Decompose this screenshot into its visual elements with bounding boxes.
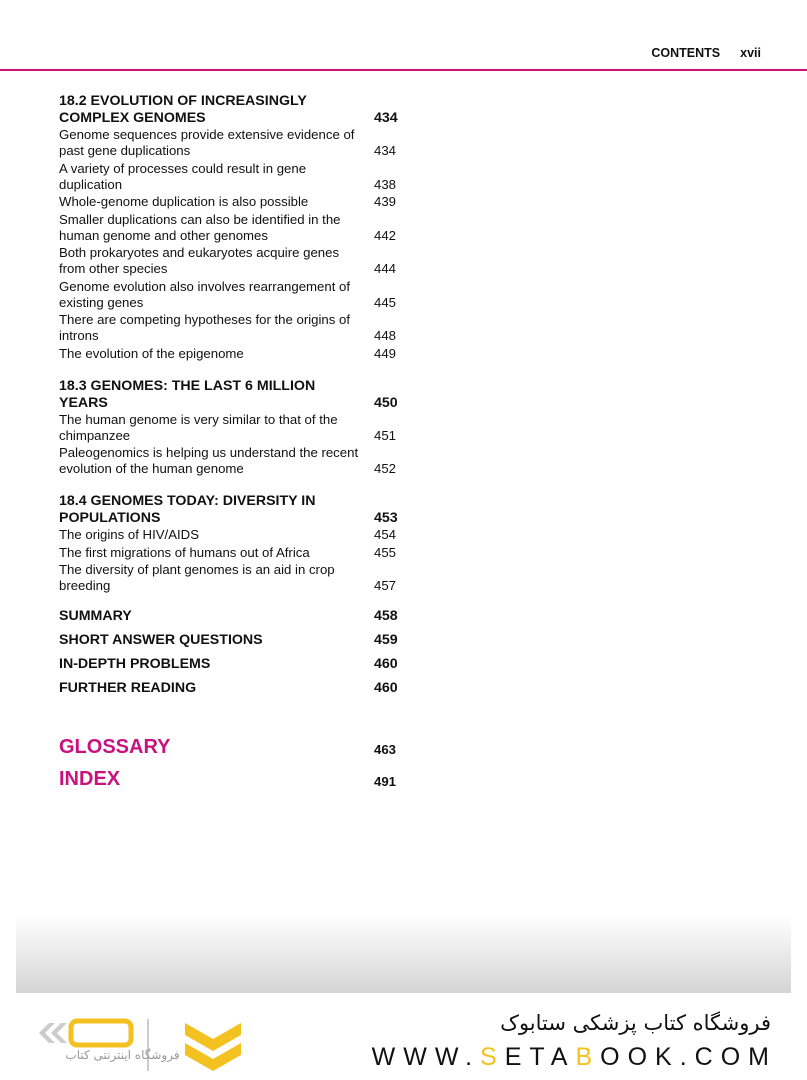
toc-entry[interactable]	[59, 212, 404, 244]
entry-title: Paleogenomics is helping us understand the recent evolution of the human genome	[59, 445, 359, 476]
toc-entry[interactable]	[59, 527, 404, 543]
entry-title: The first migrations of humans out of Africa	[59, 544, 310, 560]
store-footer	[0, 993, 807, 1080]
store-url[interactable]: WWW.SETABOOK.COM	[371, 1043, 777, 1071]
entry-page: 454	[374, 527, 397, 542]
running-header	[651, 46, 761, 60]
entry-page: 448	[374, 328, 397, 343]
section-heading[interactable]	[59, 493, 404, 527]
entry-title: A variety of processes could result in gene duplication	[59, 160, 307, 192]
toc-entry[interactable]	[59, 545, 404, 561]
entry-title: INDEX	[59, 767, 121, 790]
entry-page: 442	[374, 227, 397, 243]
entry-page: 453	[374, 510, 398, 526]
page-number: xvii	[740, 46, 761, 60]
toc-entry[interactable]	[59, 194, 404, 210]
toc-entry[interactable]	[59, 445, 404, 477]
section-heading[interactable]	[59, 93, 404, 127]
end-matter-entry[interactable]	[59, 608, 404, 624]
entry-page: 457	[374, 578, 397, 593]
entry-title: Genome evolution also involves rearrangement of existing genes	[59, 278, 351, 310]
footer-shadow-band	[16, 915, 791, 993]
toc-entry[interactable]	[59, 127, 404, 159]
entry-page: 463	[374, 742, 397, 757]
toc-entry[interactable]	[59, 279, 404, 311]
entry-title: SHORT ANSWER QUESTIONS	[59, 632, 263, 648]
entry-title: Both prokaryotes and eukaryotes acquire genes from other species	[59, 245, 340, 276]
entry-page: 452	[374, 461, 397, 476]
entry-title: SUMMARY	[59, 608, 132, 624]
header-title: CONTENTS	[651, 46, 721, 60]
entry-page: 438	[374, 176, 397, 192]
entry-title: GLOSSARY	[59, 736, 171, 758]
end-matter-entry[interactable]	[59, 656, 404, 672]
entry-title: The diversity of plant genomes is an aid in crop breeding	[59, 562, 335, 593]
entry-page: 449	[374, 345, 397, 361]
toc-entry[interactable]	[59, 161, 404, 193]
entry-page: 460	[374, 656, 398, 672]
toc-entry[interactable]	[59, 245, 404, 277]
end-matter-entry[interactable]	[59, 680, 404, 696]
toc-entry[interactable]	[59, 312, 404, 344]
entry-title: Whole-genome duplication is also possible	[59, 194, 309, 209]
entry-page: 439	[374, 194, 397, 209]
entry-title: 18.4 GENOMES TODAY: DIVERSITY IN POPULATIONS	[59, 493, 316, 526]
entry-page: 455	[374, 544, 397, 560]
logo-tagline: فروشگاه اینترنتی کتاب	[65, 1048, 180, 1062]
back-matter-entry[interactable]	[59, 764, 404, 794]
entry-title: FURTHER READING	[59, 680, 197, 696]
setabook-logo	[35, 1015, 315, 1075]
store-name: فروشگاه کتاب پزشکی ستابوک	[500, 1011, 771, 1035]
toc-entry[interactable]	[59, 562, 404, 594]
section-heading[interactable]	[59, 378, 404, 412]
entry-page: 460	[374, 680, 398, 696]
entry-page: 444	[374, 261, 397, 276]
entry-page: 450	[374, 394, 398, 411]
end-matter-entry[interactable]	[59, 632, 404, 648]
table-of-contents	[59, 93, 404, 795]
header-rule	[0, 69, 807, 71]
entry-title: Genome sequences provide extensive evidence of past gene duplications	[59, 127, 355, 158]
entry-page: 491	[374, 773, 397, 789]
entry-title: There are competing hypotheses for the origins of introns	[59, 312, 351, 343]
entry-title: The evolution of the epigenome	[59, 345, 244, 361]
toc-entry[interactable]	[59, 346, 404, 362]
entry-page: 434	[374, 143, 397, 158]
entry-title: 18.3 GENOMES: THE LAST 6 MILLION YEARS	[59, 377, 316, 411]
entry-page: 458	[374, 608, 398, 624]
toc-entry[interactable]	[59, 412, 404, 444]
entry-title: 18.2 EVOLUTION OF INCREASINGLY COMPLEX GENOMES	[59, 93, 307, 126]
entry-page: 434	[374, 110, 398, 126]
entry-page: 459	[374, 632, 398, 648]
entry-title: The human genome is very similar to that of the chimpanzee	[59, 411, 338, 443]
entry-page: 445	[374, 294, 397, 310]
entry-title: Smaller duplications can also be identified in the human genome and other genomes	[59, 211, 341, 243]
entry-title: The origins of HIV/AIDS	[59, 527, 199, 542]
back-matter-entry[interactable]	[59, 732, 404, 762]
entry-page: 451	[374, 427, 397, 443]
entry-title: IN-DEPTH PROBLEMS	[59, 656, 211, 672]
